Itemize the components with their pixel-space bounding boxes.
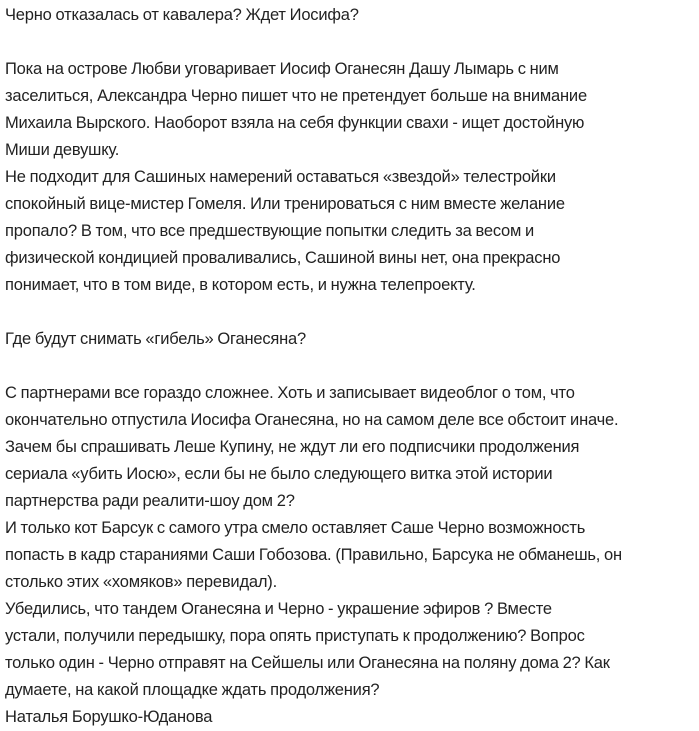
text-line: Михаила Вырского. Наоборот взяла на себя функции свахи - ищет достойную [5,114,585,132]
text-line: С партнерами все гораздо сложнее. Хоть и записывает видеоблог о том, что [5,384,575,402]
text-line: Зачем бы спрашивать Леше Купину, не ждут ли его подписчики продолжения [5,438,580,456]
paragraph-conclusion [5,596,699,704]
paragraph-barsuk [5,515,699,596]
paragraph-partners [5,380,699,515]
text-line: Миши девушку. [5,141,120,159]
text-line: сериала «убить Иосю», если бы не было следующего витка этой истории [5,465,553,483]
text-line: устали, получили передышку, пора опять приступать к продолжению? Вопрос [5,627,585,645]
text-line: пропало? В том, что все предшествующие попытки следить за весом и [5,222,535,240]
text-line: физической кондицией проваливались, Сашиной вины нет, она прекрасно [5,249,561,267]
spacer [5,29,699,56]
text-line: столько этих «хомяков» перевидал). [5,573,277,591]
text-line: думаете, на какой площадке ждать продолжения? [5,681,380,699]
text-line: только один - Черно отправят на Сейшелы или Оганесяна на поляну дома 2? Как [5,654,610,672]
text-line: Убедились, что тандем Оганесяна и Черно - украшение эфиров ? Вместе [5,600,552,618]
spacer [5,299,699,326]
article-subheading: Где будут снимать «гибель» Оганесяна? [5,330,306,348]
text-line: спокойный вице-мистер Гомеля. Или тренироваться с ним вместе желание [5,195,565,213]
text-line: Пока на острове Любви уговаривает Иосиф Оганесян Дашу Лымарь с ним [5,60,559,78]
article-author: Наталья Борушко-Юданова [5,708,213,726]
article-title: Черно отказалась от кавалера? Ждет Иосифа? [5,6,359,24]
text-line: понимает, что в том виде, в котором есть, и нужна телепроекту. [5,276,476,294]
text-line: И только кот Барсук с самого утра смело оставляет Саше Черно возможность [5,519,586,537]
text-line: окончательно отпустила Иосифа Оганесяна, но на самом деле все обстоит иначе. [5,411,619,429]
text-line: заселиться, Александра Черно пишет что не претендует больше на внимание [5,87,587,105]
text-line: Не подходит для Сашиных намерений оставаться «звездой» телестройки [5,168,556,186]
text-line: партнерства ради реалити-шоу дом 2? [5,492,295,510]
text-line: попасть в кадр стараниями Саши Гобозова. (Правильно, Барсука не обманешь, он [5,546,622,564]
spacer [5,353,699,380]
paragraph-gomel [5,164,699,299]
paragraph-intro [5,56,699,164]
